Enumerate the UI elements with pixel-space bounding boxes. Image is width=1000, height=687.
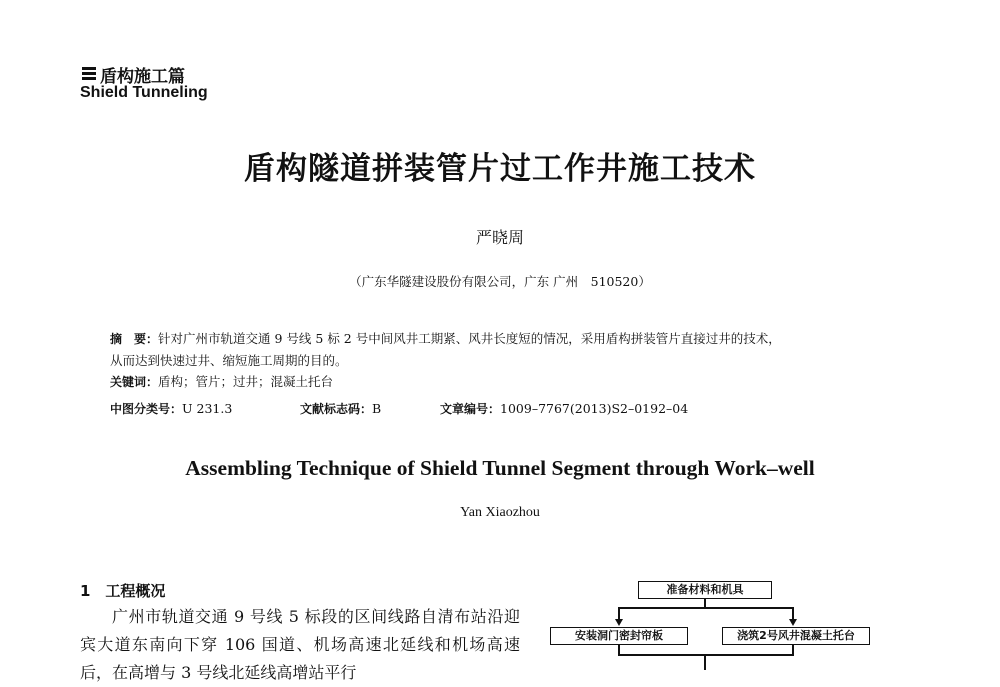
classification-label: 中图分类号： [110,402,183,416]
flowchart-arrow-icon [789,619,797,626]
paper-title-en: Assembling Technique of Shield Tunnel Segment through Work–well [185,456,815,480]
flowchart-box-concrete: 浇筑2号风井混凝土托台 [722,627,870,645]
article-number-value: 1009–7767(2013)S2–0192–04 [500,401,689,416]
section-title-cn: 盾构施工篇 [100,67,185,87]
keywords-row [110,371,900,393]
flowchart-connector [618,607,794,609]
keywords-value: 盾构；管片；过井；混凝土托台 [158,374,334,389]
section-1-body [80,603,520,687]
section-title-en: Shield Tunneling [80,84,208,101]
section-mark-icon [82,67,96,81]
abstract-line-2: 从而达到快速过井、缩短施工周期的目的。 [110,353,348,368]
author-cn: 严晓周 [475,228,524,247]
abstract-label: 摘 要： [110,332,159,346]
article-number [440,400,688,417]
abstract-text-1: 针对广州市轨道交通 9 号线 5 标 2 号中间风井工期紧、风井长度短的情况，采用盾构拼装管片直接过井的技术， [158,331,781,346]
doc-code-value: B [372,401,382,416]
flowchart-arrow-icon [615,619,623,626]
classification-value: U 231.3 [182,401,233,416]
abstract-line-1 [110,328,900,350]
section-1-paragraph: 广州市轨道交通 9 号线 5 标段的区间线路自清布站沿迎宾大道东南向下穿 106 国道、机场高速北延线和机场高速后，在高增与 3 号线北延线高增站平行 [80,607,520,682]
keywords-label: 关键词： [110,375,159,389]
abstract-block [110,328,900,393]
flowchart-box-prepare: 准备材料和机具 [638,581,772,599]
author-en: Yan Xiaozhou [460,505,540,520]
doc-code-label: 文献标志码： [300,402,373,416]
affiliation: （广东华隧建设股份有限公司，广东 广州 510520） [349,274,651,289]
classification [110,400,232,417]
article-number-label: 文章编号： [440,402,501,416]
doc-code [300,400,381,417]
paper-title-cn: 盾构隧道拼装管片过工作井施工技术 [244,151,756,187]
section-1-heading: 1 工程概况 [80,582,166,600]
flowchart-box-seal: 安装洞门密封帘板 [550,627,688,645]
flowchart-connector [618,654,794,656]
flowchart-connector [704,654,706,670]
